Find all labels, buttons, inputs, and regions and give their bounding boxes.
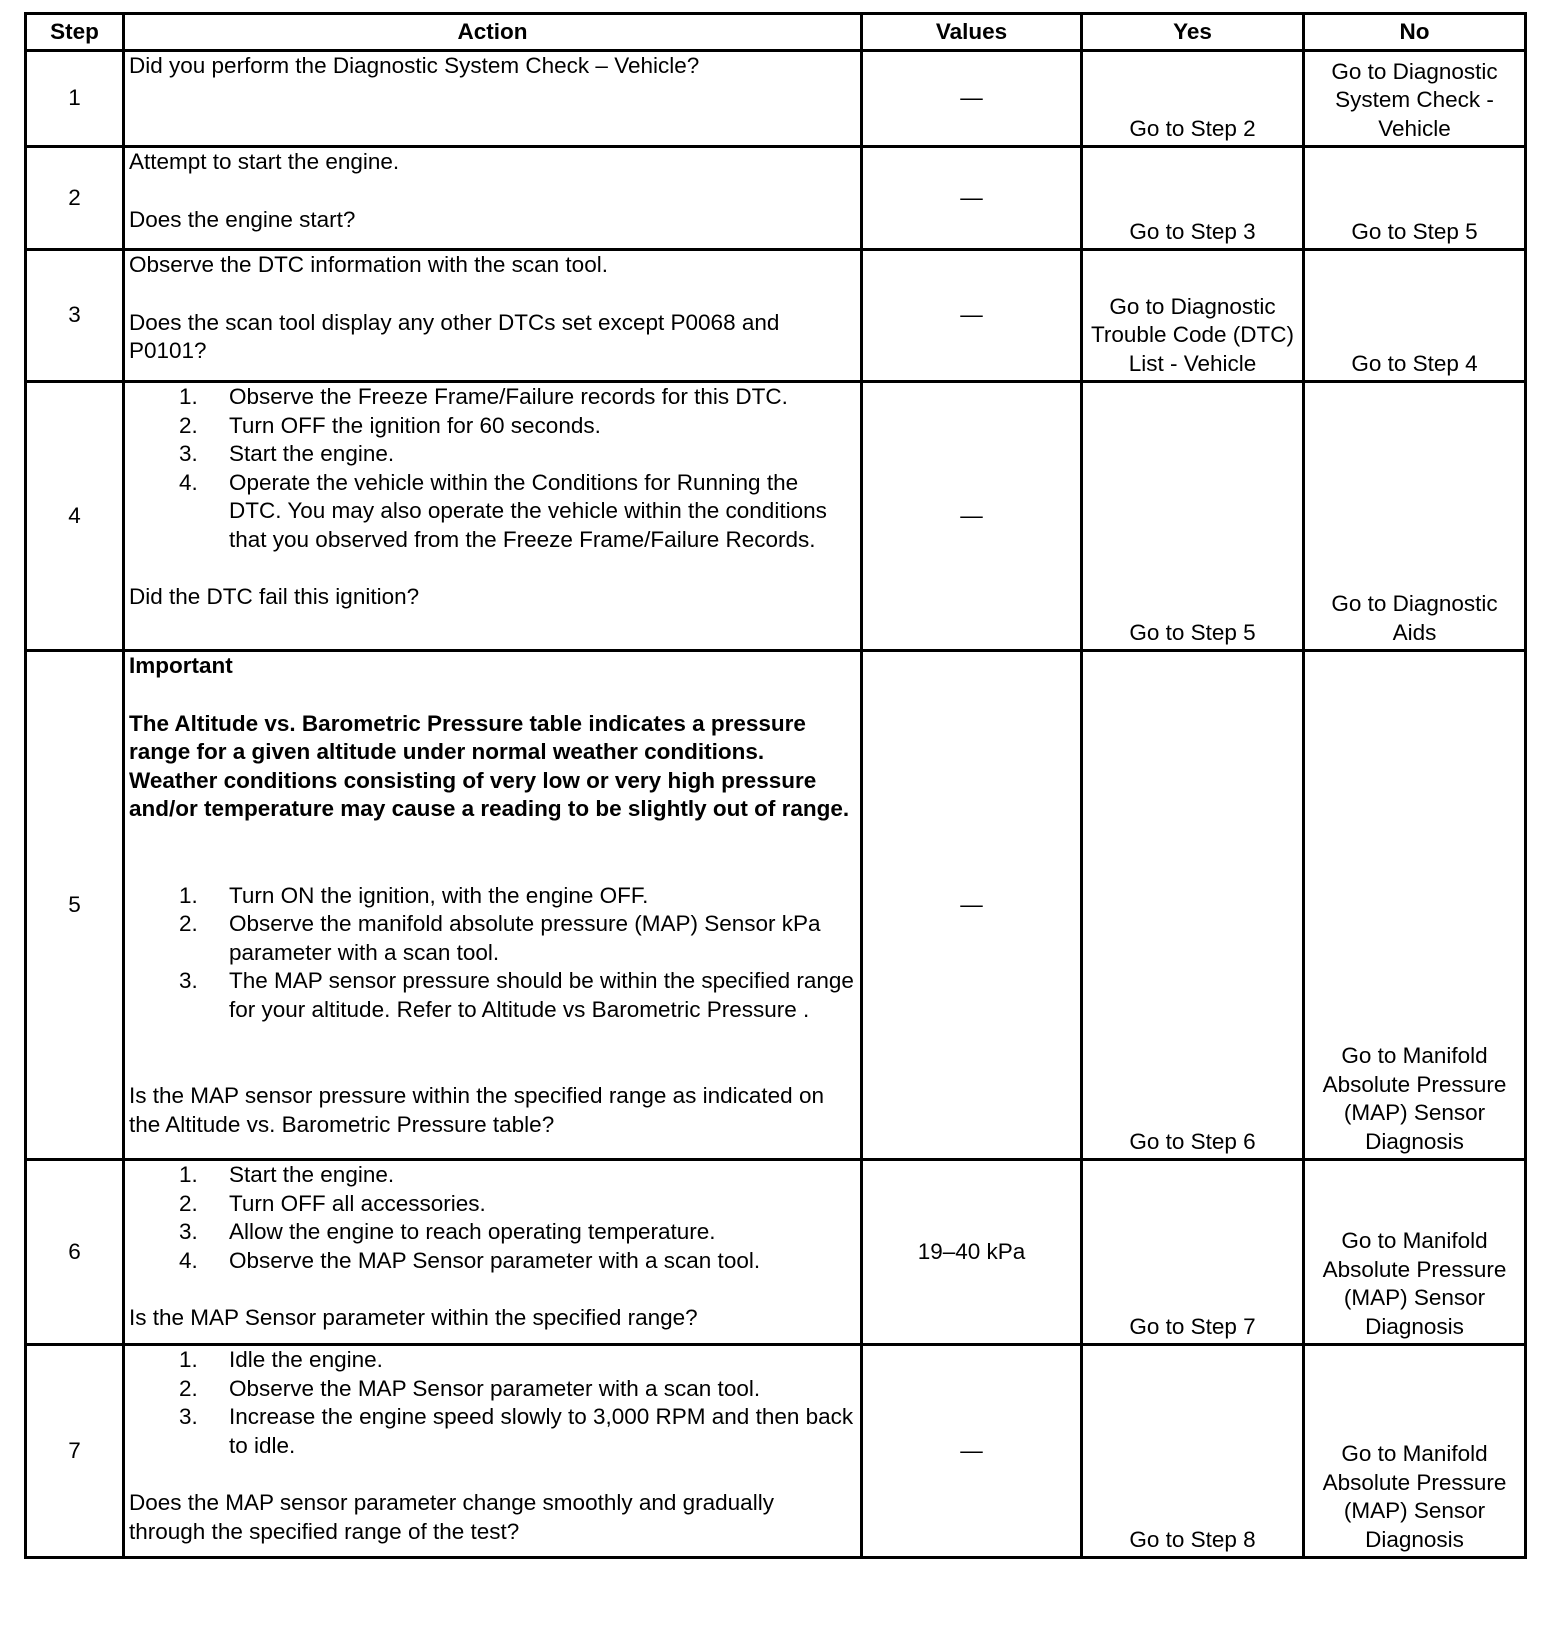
action-question: Does the scan tool display any other DTCs set except P0068 and P0101? [129,309,780,363]
yes-link[interactable]: Go to Step 6 [1082,651,1304,1160]
list-item: 1. Turn ON the ignition, with the engine OFF. [179,882,649,908]
list-item: 4. Observe the MAP Sensor parameter with a scan tool. [179,1247,761,1273]
value-cell: — [862,51,1082,147]
action-steps [129,1161,856,1275]
step-number: 5 [26,651,124,1160]
yes-link[interactable]: Go to Step 7 [1082,1160,1304,1345]
value-cell: — [862,651,1082,1160]
important-note: The Altitude vs. Barometric Pressure table indicates a pressure range for a given altitude under normal weather conditions. Weather conditions consisting of very low or very high pressure and/or temperature may cause a reading to be slightly out of range. [129,710,850,821]
list-item: 1. Start the engine. [179,1162,395,1187]
step-number: 2 [26,147,124,250]
header-row [26,14,1526,51]
list-item: 2. Turn OFF all accessories. [179,1190,486,1216]
table-row [26,651,1526,1160]
header-values: Values [862,14,1082,51]
yes-link[interactable]: Go to Step 5 [1082,382,1304,651]
step-number: 4 [26,382,124,651]
no-link[interactable]: Go to Manifold Absolute Pressure (MAP) Sensor Diagnosis [1304,651,1526,1160]
table-row [26,250,1526,382]
table-row [26,1160,1526,1345]
action-steps [129,882,856,1025]
step-number: 3 [26,250,124,382]
step-number: 1 [26,51,124,147]
action-cell [124,147,862,250]
header-step: Step [26,14,124,51]
header-no: No [1304,14,1526,51]
list-item: 2. Observe the MAP Sensor parameter with a scan tool. [179,1375,761,1401]
step-number: 7 [26,1345,124,1558]
list-item: 3. Start the engine. [179,441,395,466]
list-item: 2. Observe the manifold absolute pressure (MAP) Sensor kPa parameter with a scan tool. [179,911,821,965]
action-cell [124,1345,862,1558]
list-item: 3. Allow the engine to reach operating temperature. [179,1219,716,1244]
header-action: Action [124,14,862,51]
table-row [26,382,1526,651]
yes-link[interactable]: Go to Step 3 [1082,147,1304,250]
yes-link[interactable]: Go to Step 8 [1082,1345,1304,1558]
yes-link[interactable]: Go to Step 2 [1082,51,1304,147]
action-steps [129,383,856,554]
list-item: 4. Operate the vehicle within the Conditions for Running the DTC. You may also operate the vehicle within the conditions that you observed from the Freeze Frame/Failure Records. [179,469,827,552]
list-item: 3. The MAP sensor pressure should be within the specified range for your altitude. Refer to Altitude vs Barometric Pressure . [179,968,854,1022]
action-cell [124,651,862,1160]
action-steps [129,1346,856,1460]
no-link[interactable]: Go to Manifold Absolute Pressure (MAP) Sensor Diagnosis [1304,1160,1526,1345]
action-question: Did the DTC fail this ignition? [129,584,420,609]
table-row [26,147,1526,250]
list-item: 2. Turn OFF the ignition for 60 seconds. [179,412,601,438]
action-cell [124,250,862,382]
no-link[interactable]: Go to Manifold Absolute Pressure (MAP) Sensor Diagnosis [1304,1345,1526,1558]
action-question: Is the MAP Sensor parameter within the specified range? [129,1305,698,1330]
list-item: 3. Increase the engine speed slowly to 3,000 RPM and then back to idle. [179,1404,854,1458]
action-cell [124,382,862,651]
step-number: 6 [26,1160,124,1345]
action-text: Observe the DTC information with the scan tool. [129,252,608,277]
action-question: Does the engine start? [129,206,356,232]
no-link[interactable]: Go to Diagnostic Aids [1304,382,1526,651]
value-cell: — [862,250,1082,382]
list-item: 1. Idle the engine. [179,1347,383,1372]
action-question: Does the MAP sensor parameter change smoothly and gradually through the specified range of the test? [129,1490,774,1544]
diagnostic-table [24,12,1527,1559]
yes-link[interactable]: Go to Diagnostic Trouble Code (DTC) List - Vehicle [1082,250,1304,382]
list-item: 1. Observe the Freeze Frame/Failure records for this DTC. [179,384,788,409]
action-question: Is the MAP sensor pressure within the specified range as indicated on the Altitude vs. Barometric Pressure table? [129,1083,824,1137]
header-yes: Yes [1082,14,1304,51]
action-text: Attempt to start the engine. [129,149,400,174]
action-text: Did you perform the Diagnostic System Check – Vehicle? [129,53,700,78]
table-row [26,1345,1526,1558]
value-cell: — [862,147,1082,250]
no-link[interactable]: Go to Step 5 [1304,147,1526,250]
action-cell [124,51,862,147]
important-title: Important [129,653,233,678]
value-cell: 19–40 kPa [862,1160,1082,1345]
action-cell [124,1160,862,1345]
table-row [26,51,1526,147]
value-cell: — [862,1345,1082,1558]
value-cell: — [862,382,1082,651]
no-link[interactable]: Go to Diagnostic System Check - Vehicle [1304,51,1526,147]
no-link[interactable]: Go to Step 4 [1304,250,1526,382]
